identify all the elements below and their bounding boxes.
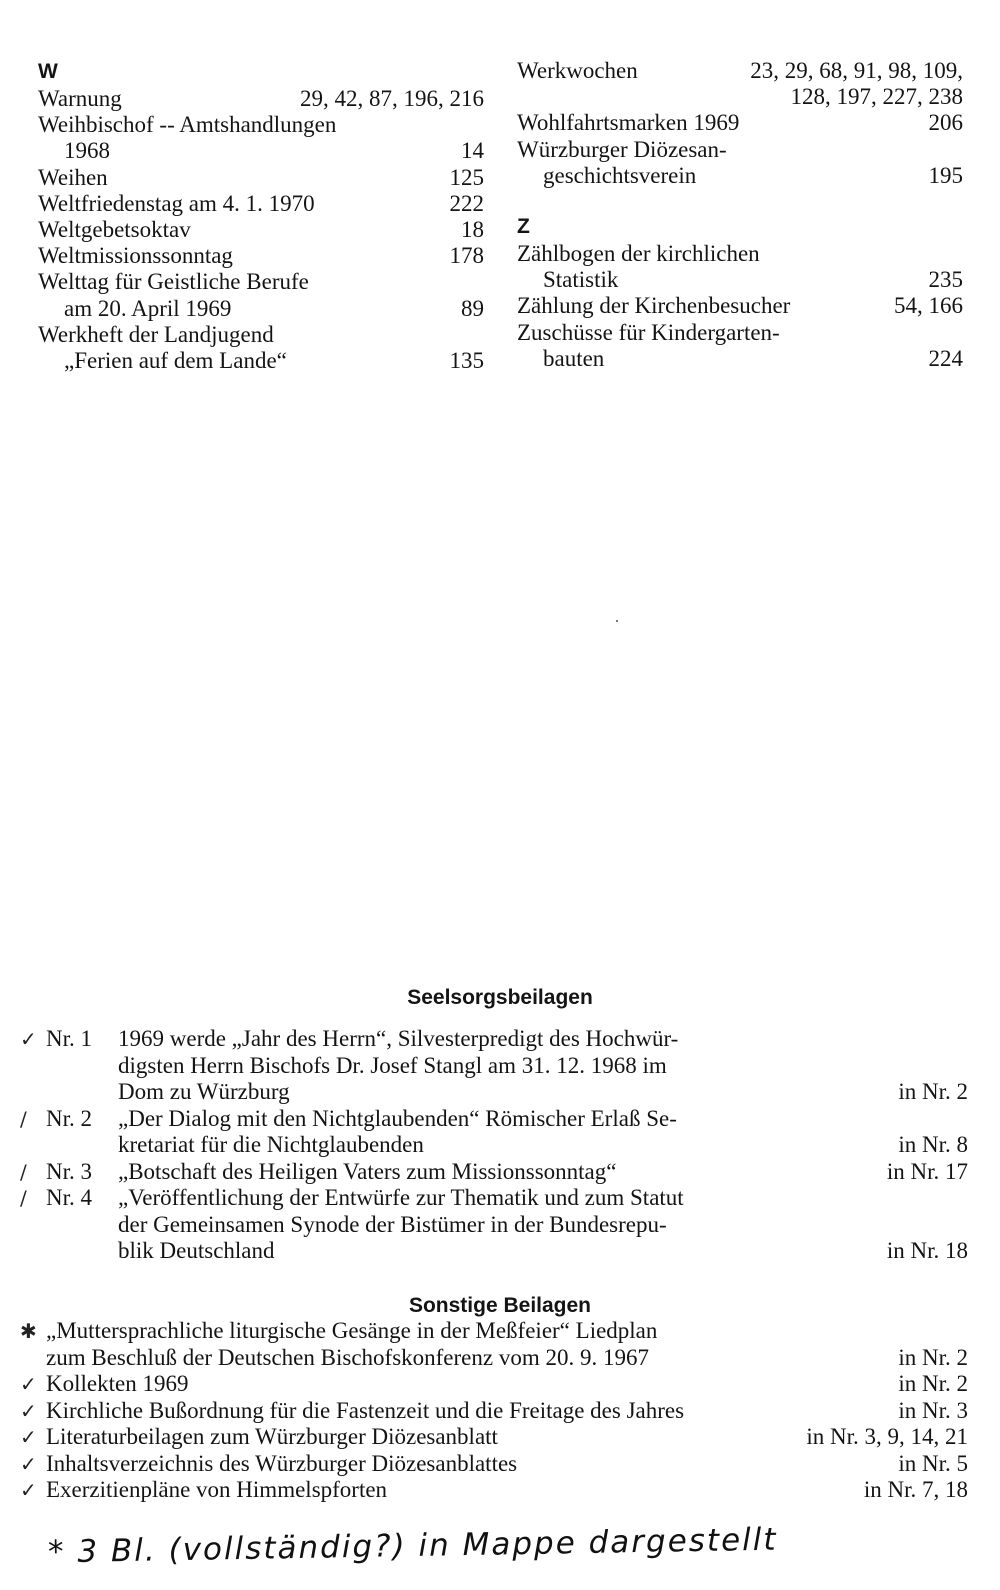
supplement-title-line: Inhaltsverzeichnis des Würzburger Diözesanblattes — [46, 1450, 518, 1476]
checkmark-icon: ✱ — [20, 1319, 37, 1343]
seelsorge-item — [20, 1159, 968, 1186]
supplement-title-line: „Muttersprachliche liturgische Gesänge in der Meßfeier“ Liedplan — [46, 1318, 658, 1343]
index-pages-continued: 128, 197, 227, 238 — [790, 84, 963, 110]
index-entry-werkwochen — [517, 58, 963, 110]
supplement-title — [118, 1106, 890, 1159]
index-right-column — [517, 58, 963, 372]
sonstige-title: Sonstige Beilagen — [408, 1294, 592, 1317]
supplement-title-line: der Gemeinsamen Synode der Bistümer in der Bundesrepu- — [118, 1211, 667, 1237]
index-term — [517, 320, 919, 372]
checkmark-icon: ✓ — [20, 1451, 37, 1476]
index-pages: 135 — [449, 348, 484, 374]
sonstige-item — [20, 1371, 968, 1398]
supplement-number: Nr. 1 — [46, 1026, 92, 1051]
checkmark-icon: ✓ — [20, 1027, 37, 1051]
supplement-title-line: Exerzitienpläne von Himmelspforten — [46, 1477, 388, 1502]
issue-reference: in Nr. 3 — [898, 1397, 968, 1423]
index-term-line: Zählung der Kirchenbesucher — [517, 293, 791, 319]
supplement-title — [46, 1318, 890, 1371]
issue-reference: in Nr. 8 — [898, 1132, 968, 1157]
sonstige-item — [20, 1398, 968, 1425]
index-term — [38, 165, 440, 191]
index-entries-w — [38, 86, 484, 374]
index-pages: 54, 166 — [894, 293, 963, 319]
index-term — [38, 269, 451, 321]
checkmark-icon: / — [20, 1159, 27, 1184]
index-term-line: Welttag für Geistliche Berufe — [38, 269, 309, 295]
checkmark-icon: ✓ — [20, 1398, 37, 1423]
supplement-title-line: Literaturbeilagen zum Würzburger Diözesanblatt — [46, 1424, 498, 1449]
checkmark-icon: / — [20, 1186, 27, 1210]
issue-reference: in Nr. 2 — [898, 1344, 968, 1370]
index-term — [38, 112, 451, 164]
supplement-title — [46, 1451, 890, 1478]
index-letter-z: Z — [517, 215, 530, 239]
issue-reference: in Nr. 2 — [898, 1371, 968, 1396]
index-term — [517, 293, 884, 319]
sonstige-item — [20, 1477, 968, 1504]
index-pages: 14 — [461, 138, 484, 164]
index-letter-w: W — [38, 60, 58, 83]
index-term-line: Weltgebetsoktav — [38, 217, 191, 243]
supplement-title-line: digsten Herrn Bischofs Dr. Josef Stangl am 31. 12. 1968 im — [118, 1052, 667, 1078]
index-term-line: bauten — [543, 345, 605, 371]
supplement-title-line: zum Beschluß der Deutschen Bischofskonferenz vom 20. 9. 1967 — [46, 1344, 649, 1370]
supplement-title — [118, 1159, 879, 1186]
supplement-title-line: Kirchliche Bußordnung für die Fastenzeit und die Freitage des Jahres — [46, 1397, 685, 1423]
index-entry — [517, 137, 963, 189]
index-entry — [38, 112, 484, 164]
seelsorge-list — [20, 1026, 968, 1265]
index-term — [38, 243, 440, 269]
supplement-title-line: blik Deutschland — [118, 1238, 275, 1263]
index-term-line: Würzburger Diözesan- — [517, 136, 727, 162]
issue-reference: in Nr. 17 — [886, 1158, 968, 1184]
handwritten-note: * 3 Bl. (vollständig?) in Mappe dargestellt — [47, 1521, 778, 1571]
index-entry — [38, 165, 484, 191]
index-pages: 224 — [928, 345, 963, 371]
index-term-line: geschichtsverein — [543, 162, 697, 188]
issue-reference: in Nr. 2 — [898, 1079, 968, 1104]
checkmark-icon: ✓ — [20, 1478, 37, 1502]
checkmark-icon: ✓ — [20, 1372, 37, 1396]
index-term: Werkwochen — [517, 58, 638, 83]
index-entries-w-continued — [517, 110, 963, 189]
supplement-title-line: kretariat für die Nichtglaubenden — [118, 1132, 424, 1157]
index-term-line: 1968 — [64, 138, 110, 164]
supplement-number: Nr. 3 — [46, 1158, 92, 1184]
index-pages: 206 — [928, 110, 963, 136]
index-entry — [517, 241, 963, 293]
supplement-title-line: Kollekten 1969 — [46, 1371, 189, 1396]
supplement-number: Nr. 2 — [46, 1105, 92, 1131]
index-term — [517, 137, 919, 189]
index-left-column — [38, 58, 484, 374]
index-term-line: Weihen — [38, 164, 108, 190]
supplement-title-line: „Der Dialog mit den Nichtglaubenden“ Römischer Erlaß Se- — [118, 1105, 677, 1131]
index-term-line: Weihbischof -- Amtshandlungen — [38, 112, 337, 138]
supplement-title — [46, 1398, 890, 1425]
supplement-title — [118, 1026, 890, 1106]
index-pages: 18 — [461, 217, 484, 243]
index-term-line: am 20. April 1969 — [64, 295, 232, 321]
index-pages: 222 — [449, 190, 484, 216]
index-term-line: Werkheft der Landjugend — [38, 321, 274, 347]
supplement-number: Nr. 4 — [46, 1185, 92, 1210]
index-pages: 125 — [449, 164, 484, 190]
index-entry — [517, 110, 963, 136]
supplement-title-line: „Botschaft des Heiligen Vaters zum Missionssonntag“ — [118, 1158, 617, 1184]
index-pages: 89 — [461, 295, 484, 321]
scan-speck — [616, 620, 618, 622]
supplement-title-line: „Veröffentlichung der Entwürfe zur Thematik und zum Statut — [118, 1185, 684, 1210]
supplement-title-line: Dom zu Würzburg — [118, 1079, 290, 1104]
issue-reference: in Nr. 7, 18 — [863, 1477, 968, 1502]
index-term-line: Warnung — [38, 86, 122, 111]
issue-reference: in Nr. 18 — [886, 1238, 968, 1263]
index-pages: 29, 42, 87, 196, 216 — [300, 86, 484, 111]
index-term — [38, 191, 440, 217]
index-term-line: „Ferien auf dem Lande“ — [64, 348, 287, 374]
issue-reference: in Nr. 5 — [898, 1450, 968, 1476]
supplement-title — [46, 1477, 856, 1504]
index-entry — [38, 191, 484, 217]
index-term-line: Statistik — [543, 267, 619, 293]
index-entry — [38, 243, 484, 269]
index-entry — [38, 86, 484, 112]
seelsorge-item — [20, 1026, 968, 1106]
checkmark-icon: / — [20, 1106, 27, 1131]
index-entries-z — [517, 241, 963, 372]
index-term-line: Weltmissionssonntag — [38, 243, 233, 269]
issue-reference: in Nr. 3, 9, 14, 21 — [806, 1424, 968, 1449]
supplement-title — [46, 1371, 890, 1398]
index-pages: 178 — [449, 243, 484, 269]
seelsorge-item — [20, 1106, 968, 1159]
index-entry — [517, 293, 963, 319]
checkmark-icon: ✓ — [20, 1425, 37, 1449]
index-pages: 195 — [928, 162, 963, 188]
index-term — [38, 322, 440, 374]
seelsorge-title: Seelsorgsbeilagen — [407, 986, 593, 1009]
index-term-line: Zählbogen der kirchlichen — [517, 241, 760, 267]
index-entry — [517, 320, 963, 372]
index-entry — [38, 217, 484, 243]
sonstige-item — [20, 1318, 968, 1371]
supplement-title — [46, 1424, 798, 1451]
index-pages: 235 — [928, 267, 963, 293]
index-term-line: Weltfriedenstag am 4. 1. 1970 — [38, 190, 315, 216]
index-pages: 23, 29, 68, 91, 98, 109, — [750, 58, 963, 83]
seelsorge-item — [20, 1185, 968, 1265]
index-entry — [38, 269, 484, 321]
sonstige-item — [20, 1451, 968, 1478]
supplement-title — [118, 1185, 879, 1265]
index-term — [38, 217, 451, 243]
supplement-title-line: 1969 werde „Jahr des Herrn“, Silvesterpredigt des Hochwür- — [118, 1026, 679, 1051]
index-entry — [38, 322, 484, 374]
sonstige-list — [20, 1318, 968, 1504]
index-term-line: Zuschüsse für Kindergarten- — [517, 319, 780, 345]
sonstige-item — [20, 1424, 968, 1451]
index-term — [38, 86, 290, 112]
index-term — [517, 110, 919, 136]
index-term-line: Wohlfahrtsmarken 1969 — [517, 110, 740, 136]
index-term — [517, 241, 919, 293]
